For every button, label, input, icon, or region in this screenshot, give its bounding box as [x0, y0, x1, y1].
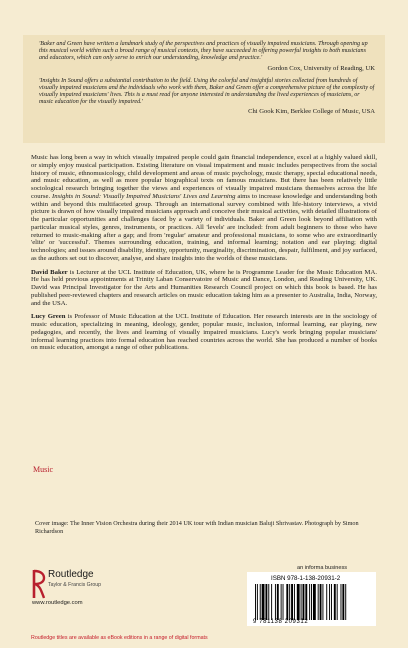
endorsement-attribution-2: Chi Gook Kim, Berklee College of Music, USA — [248, 108, 375, 116]
cover-image-credit: Cover image: The Inner Vision Orchestra during their 2014 UK tour with Indian musician Baluji Shrivastav. Photograph by Simon Richardson — [35, 520, 359, 535]
blurb — [31, 154, 377, 358]
barcode-icon — [253, 584, 370, 620]
author-bio-text-2: is Professor of Music Education at the UCL Institute of Education. Her research interests are in the sociology of music education, specializing in meaning, ideology, gender, popular music, inclusion, informal learning, ear playing, new pedagogies, and recently, the lives and learning of visually impaired musicians. Lucy's work bringing popular musicians' informal learning practices into formal education has reached countries across the world. She has produced a number of books on music education, amongst a range of other publications. — [31, 313, 378, 352]
description-part-1: Music has long been a way in which visually impaired people could gain financial independence, excel at a highly valued skill, or simply enjoy musical participation. Existing literature on visual impairment and music includes perspectives from the social history of music, ethnomusicology, child development and areas of music psychology, music therapy, special educational needs, and music education, as well as more popular biographical texts on famous musicians. But there has been relatively little sociological research bringing together the views and experiences of visually impaired musicians themselves across the life course. — [31, 154, 377, 200]
author-bio-1 — [31, 269, 377, 308]
author-bio-text-1: is Lecturer at the UCL Institute of Education, UK, where he is Programme Leader for the Music Education MA. He has held previous appointments at Trinity Laban Conservatoire of Music and Dance, London, and Reading University, UK. David was Principal Investigator for the Arts and Humanities Research Council project on which this book is based. He has published peer-reviewed chapters and research articles on music education taking him as a presenter to Australia, India, Norway, and the USA. — [31, 268, 378, 307]
informa-tagline: an informa business — [297, 565, 348, 571]
author-name-2: Lucy Green — [31, 313, 66, 321]
barcode-digits: 9 781138 209312 — [253, 619, 309, 625]
publisher-url[interactable]: www.routledge.com — [32, 600, 83, 606]
author-bio-2 — [31, 313, 377, 352]
description-part-2: aims to increase knowledge and understanding both within and beyond this multifaceted group. Through an international survey combined with life-history interviews, a vivid picture is drawn of how visually impaired musicians approach and conceive their musical activities, with detailed illustrations of the particular opportunities and challenges faced by a variety of individuals. Baker and Green look beyond affiliation with particular musical styles, genres, instruments, or practices. All 'levels' are included: from adult beginners to those who have returned to music-making after a gap; and from 'regular' amateur and professional musicians, to some who are extraordinarily 'elite' or 'successful'. Themes surrounding education, training, and informal learning; notation and ear playing; digital technologies; and issues around disability, identity, opportunity, marginality, discrimination, despair, fulfilment, and joy surfaced, as the authors set out to discover, analyse, and share insights into the worlds of these musicians. — [31, 192, 378, 262]
publisher-group: Taylor & Francis Group — [48, 582, 102, 588]
endorsement-quote-2: 'Insights In Sound offers a substantial contribution to the field. Using the colorful and insightful stories collected from hundreds of visually impaired musicians and the individuals who work with them, Baker and Green offer a comprehensive picture of the complexity of visually impaired musicians' lives. This is a must read for anyone interested in understanding the lived experiences of musicians, or music education for the visually impaired.' — [39, 77, 375, 106]
subject-category: Music — [33, 465, 53, 474]
routledge-logo-icon — [32, 569, 46, 599]
barcode-box — [247, 572, 376, 626]
author-name-1: David Baker — [31, 268, 68, 276]
endorsement-quote-1: 'Baker and Green have written a landmark study of the perspectives and practices of visually impaired musicians. Through opening up this musical world within such a broad range of musical contexts, they have succeeded in offering powerful insights to both musicians and educators, which can only serve to enrich our understanding, knowledge and practice.' — [39, 41, 368, 62]
publisher-name: Routledge — [48, 569, 94, 580]
endorsements-box — [23, 35, 385, 143]
endorsement-attribution-1: Gordon Cox, University of Reading, UK — [267, 64, 375, 72]
ebook-availability-note: Routledge titles are available as eBook editions in a range of digital formats — [31, 635, 208, 641]
description-paragraph — [31, 154, 377, 263]
isbn-label: ISBN 978-1-138-20931-2 — [271, 575, 341, 582]
book-title-italic: Insights in Sound: Visually Impaired Musicians' Lives and Learning — [52, 192, 236, 200]
